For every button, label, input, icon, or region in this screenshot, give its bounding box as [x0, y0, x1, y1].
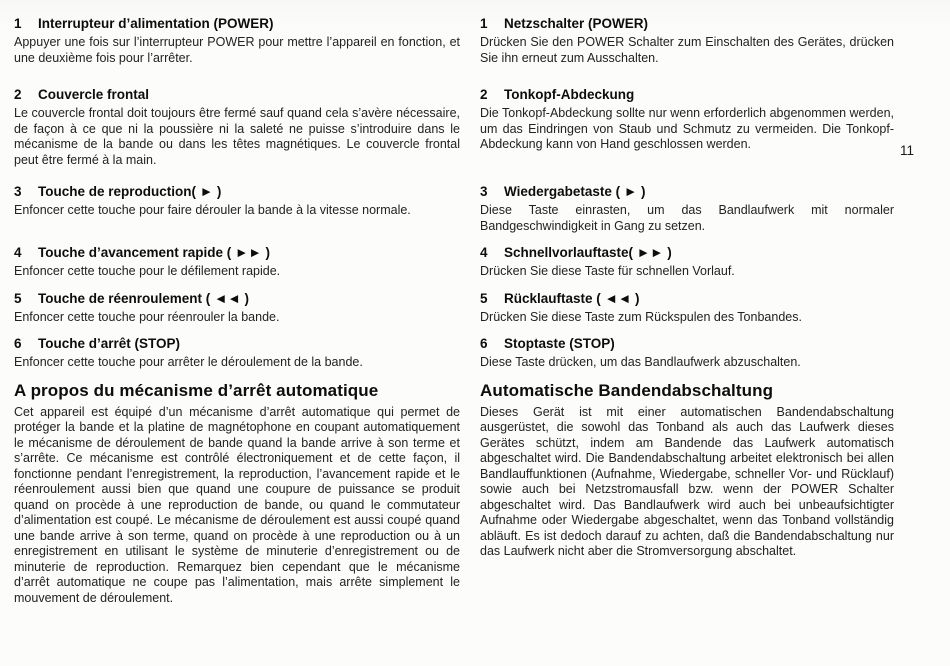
- de-item-fast-forward-body: Drücken Sie diese Taste für schnellen Vorlauf.: [480, 264, 735, 278]
- fr-item-rewind-body: Enfoncer cette touche pour réenrouler la bande.: [14, 309, 280, 324]
- item-number: 6: [480, 336, 488, 351]
- de-item-play-body: Diese Taste einrasten, um das Bandlaufwerk mit normaler Bandgeschwindigkeit in Gang zu setzen.: [480, 203, 894, 233]
- fr-section-auto-stop-heading: A propos du mécanisme d’arrêt automatique: [14, 380, 379, 400]
- item-title: Touche d’avancement rapide ( ►► ): [38, 245, 271, 260]
- two-column-content: [14, 15, 950, 606]
- de-item-power: [480, 15, 894, 66]
- item-number: 2: [480, 87, 488, 102]
- fr-item-front-cover: [14, 86, 460, 168]
- fr-item-rewind: [14, 290, 460, 326]
- item-number: 5: [14, 290, 22, 306]
- item-title: Touche d’arrêt (STOP): [38, 336, 181, 351]
- item-number: 3: [14, 184, 22, 199]
- de-item-head-cover-body: Die Tonkopf-Abdeckung sollte nur wenn erforderlich abgenommen werden, um das Eindringen von Staub und Schmutz zu vermeiden. Die Tonkopf-Abdeckung kann von Hand geschlossen werden.: [480, 106, 894, 151]
- item-number: 1: [480, 16, 488, 31]
- de-item-play-heading: [480, 183, 894, 201]
- fr-item-play-heading: [14, 183, 460, 201]
- de-item-stop-body: Diese Taste drücken, um das Bandlaufwerk abzuschalten.: [480, 355, 801, 369]
- de-item-power-body: Drücken Sie den POWER Schalter zum Einschalten des Gerätes, drücken Sie ihn erneut zum Ausschalten.: [480, 35, 894, 65]
- de-item-power-heading: [480, 15, 894, 33]
- page-number: 11: [900, 143, 915, 158]
- item-number: 3: [480, 184, 488, 199]
- de-item-rewind-body: Drücken Sie diese Taste zum Rückspulen des Tonbandes.: [480, 309, 802, 324]
- de-item-head-cover: [480, 86, 894, 153]
- item-number: 1: [14, 16, 22, 31]
- item-title: Rücklauftaste ( ◄◄ ): [504, 290, 640, 306]
- de-section-auto-stop-body: Dieses Gerät ist mit einer automatischen Bandendabschaltung ausgerüstet, die sowohl das Tonband als auch das Laufwerk dieses Gerätes schützt, indem am Bandende das Laufwerk automatisch abgeschaltet wird. Die Bandendabschaltung arbeitet elektronisch bei allen Bandlauffunktionen (Aufnahme, Wiedergabe, schneller Vor- und Rücklauf) sowie auch bei Netzstromausfall bzw. wenn der POWER Schalter abgeschaltet wird. Das Bandlaufwerk wird auch bei unbeaufsichtigter Aufnahme oder Wiedergabe abgeschaltet, wenn das Tonband vollständig abläuft. Es ist dedoch darauf zu achten, daß die Bandendabschaltung nur das Laufwerk nicht aber die Stromversorgung abschaltet.: [480, 404, 894, 558]
- de-item-stop: [480, 335, 894, 371]
- fr-item-fast-forward-body: Enfoncer cette touche pour le défilement rapide.: [14, 264, 281, 278]
- fr-item-front-cover-heading: [14, 86, 460, 104]
- item-number: 5: [480, 290, 488, 306]
- fr-item-play: [14, 183, 460, 219]
- item-title: Touche de réenroulement ( ◄◄ ): [38, 290, 249, 306]
- item-title: Interrupteur d’alimentation (POWER): [38, 16, 274, 31]
- item-title: Touche de reproduction( ► ): [38, 184, 222, 199]
- fr-section-auto-stop-body: Cet appareil est équipé d’un mécanisme d’arrêt automatique qui permet de protéger la bande et la platine de magnétophone en coupant automatiquement le mécanisme de déroulement de bande quand la bande arrive à son terme et s’arrête. Ce mécanisme est contrôlé électroniquement et de cette façon, il fonctionne pendant l’enregistrement, la reproduction, l’avancement rapide et le réenroulement aussi bien que quand une coupure de puissance se produit quand on procède à une reproduction de bande, ou quand le commutateur d’alimentation est coupé. Le mécanisme de déroulement est aussi coupé quand une bande arrive à son terme, quand on procède à une reproduction ou à un enregistrement en utilisant le système de minuterie d’enregistrement ou de minuterie de reproduction. Remarquez bien cependant que le mécanisme d’arrêt automatique ne coupe pas l’alimentation, mais arrête simplement le mouvement de déroulement.: [14, 404, 460, 605]
- fr-item-stop-heading: [14, 335, 460, 353]
- item-number: 4: [14, 245, 22, 260]
- fr-item-play-body: Enfoncer cette touche pour faire dérouler la bande à la vitesse normale.: [14, 203, 411, 217]
- de-section-auto-stop-heading: Automatische Bandendabschaltung: [480, 380, 774, 400]
- item-number: 2: [14, 87, 22, 102]
- item-title: Schnellvorlauftaste( ►► ): [504, 245, 672, 260]
- fr-item-stop: [14, 335, 460, 371]
- fr-item-power: [14, 15, 460, 66]
- de-item-rewind-heading: [480, 290, 894, 308]
- fr-item-fast-forward-heading: [14, 244, 460, 262]
- item-title: Netzschalter (POWER): [504, 16, 649, 31]
- de-item-fast-forward: [480, 244, 894, 280]
- item-title: Tonkopf-Abdeckung: [504, 87, 635, 102]
- item-number: 6: [14, 336, 22, 351]
- item-title: Wiedergabetaste ( ► ): [504, 184, 646, 199]
- fr-item-front-cover-body: Le couvercle frontal doit toujours être fermé sauf quand cela s’avère nécessaire, de façon à ce que ni la poussière ni la saleté ne puisse s’introduire dans le mécanisme de la bande ou dans les têtes magnétiques. Le couvercle frontal peut être fermé à la main.: [14, 106, 460, 167]
- de-item-head-cover-heading: [480, 86, 894, 104]
- fr-section-auto-stop: [14, 380, 460, 607]
- fr-item-rewind-heading: [14, 290, 460, 308]
- item-title: Couvercle frontal: [38, 87, 150, 102]
- de-item-stop-heading: [480, 335, 894, 353]
- fr-item-power-heading: [14, 15, 460, 33]
- item-title: Stoptaste (STOP): [504, 336, 615, 351]
- fr-item-stop-body: Enfoncer cette touche pour arrêter le déroulement de la bande.: [14, 355, 363, 369]
- item-number: 4: [480, 245, 488, 260]
- de-section-auto-stop: [480, 380, 894, 560]
- de-item-play: [480, 183, 894, 234]
- de-item-fast-forward-heading: [480, 244, 894, 262]
- de-item-rewind: [480, 290, 894, 326]
- fr-item-fast-forward: [14, 244, 460, 280]
- fr-item-power-body: Appuyer une fois sur l’interrupteur POWER pour mettre l’appareil en fonction, et une deuxième fois pour l’arrêter.: [14, 35, 460, 65]
